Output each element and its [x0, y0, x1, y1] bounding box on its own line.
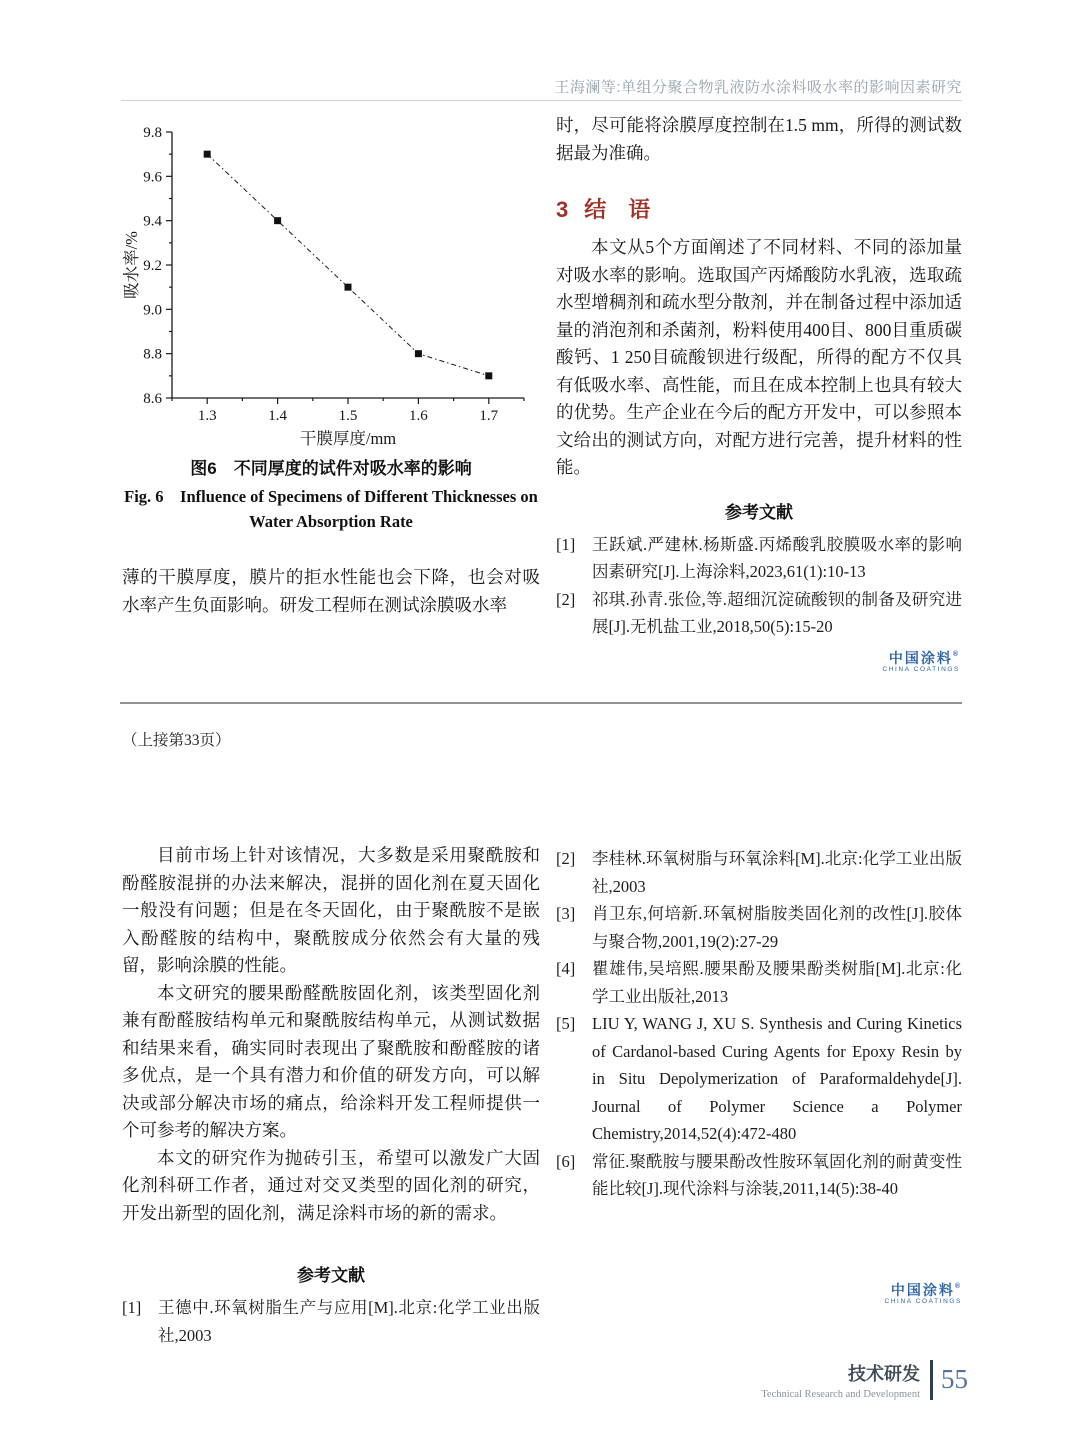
paragraph: 本文研究的腰果酚醛酰胺固化剂，该类型固化剂兼有酚醛胺结构单元和聚酰胺结构单元，从测试数据和结果来看，确实同时表现出了聚酰胺和酚醛胺的诸多优点，是一个具有潜力和价值的研发方向，可以解决或部分解决市场的痛点，给涂料开发工程师提供一个可参考的解决方案。: [122, 982, 540, 1140]
continuation-note: （上接第33页）: [122, 732, 231, 749]
svg-text:9.0: 9.0: [143, 302, 162, 319]
reference-item: [556, 586, 962, 641]
reference-item: [556, 900, 962, 955]
header-rule: [121, 100, 962, 101]
bottom-left-column: [122, 842, 540, 1349]
svg-text:1.3: 1.3: [197, 408, 217, 424]
svg-text:8.8: 8.8: [143, 346, 162, 363]
references-heading: 参考文献: [297, 1266, 365, 1285]
page-number: 55: [941, 1364, 968, 1394]
logo-en-text: CHINA COATINGS: [882, 665, 960, 673]
reference-number: [3]: [556, 904, 576, 923]
paragraph: 本文从5个方面阐述了不同材料、不同的添加量对吸水率的影响。选取国产丙烯酸防水乳液，选取疏水型增稠剂和疏水型分散剂，并在制备过程中添加适量的消泡剂和杀菌剂，粉料使用400目、800目重质碳酸钙、1 250目硫酸钡进行级配，所得的配方不仅具有低吸水率、高性能，而且在成本控制上也具有较大的优势。生产企业在今后的配方开发中，可以参照本文给出的测试方向，对配方进行完善，提升材料的性能。: [556, 237, 962, 477]
reference-item: [556, 1148, 962, 1203]
references-heading: 参考文献: [725, 502, 793, 522]
section-number: 3: [556, 197, 569, 222]
section-divider: [120, 702, 962, 704]
top-right-column: [556, 112, 962, 673]
reference-item: [556, 531, 962, 586]
footer-divider-bar: [930, 1360, 933, 1400]
top-left-column: [122, 116, 540, 619]
reference-text: 祁琪.孙青.张俭,等.超细沉淀硫酸钡的制备及研究进展[J].无机盐工业,2018,50(5):15-20: [592, 589, 962, 636]
reference-text: 李桂林.环氧树脂与环氧涂料[M].北京:化学工业出版社,2003: [592, 849, 962, 896]
page-footer: [761, 1360, 968, 1400]
china-coatings-logo: [556, 651, 960, 674]
reference-number: [4]: [556, 959, 576, 978]
svg-text:干膜厚度/mm: 干膜厚度/mm: [299, 429, 397, 448]
reference-item: [556, 1010, 962, 1148]
svg-text:9.4: 9.4: [143, 213, 162, 230]
reference-item: [122, 1294, 540, 1349]
logo-cn-text: 中国涂料®: [888, 649, 960, 666]
paragraph: 薄的干膜厚度，膜片的拒水性能也会下降，也会对吸水率产生负面影响。研发工程师在测试涂膜吸水率: [122, 567, 540, 615]
reference-item: [556, 845, 962, 900]
figure-caption-en-line2: Water Absorption Rate: [249, 512, 413, 531]
reference-number: [1]: [122, 1298, 142, 1317]
reference-text: 王德中.环氧树脂生产与应用[M].北京:化学工业出版社,2003: [158, 1298, 540, 1345]
footer-section-en: Technical Research and Development: [761, 1389, 920, 1400]
svg-text:9.6: 9.6: [143, 169, 162, 186]
svg-text:8.6: 8.6: [143, 391, 162, 407]
logo-en-text: CHINA COATINGS: [884, 1298, 962, 1305]
figure-caption-cn: 图6 不同厚度的试件对吸水率的影响: [190, 459, 472, 478]
footer-section-cn: 技术研发: [848, 1364, 920, 1384]
figure-6-chart: [122, 116, 542, 448]
reference-number: [2]: [556, 589, 576, 609]
svg-text:1.5: 1.5: [338, 408, 358, 424]
reference-text: 王跃斌.严建林.杨斯盛.丙烯酸乳胶膜吸水率的影响因素研究[J].上海涂料,2023,61(1):10-13: [592, 534, 962, 581]
reference-number: [2]: [556, 849, 576, 868]
section-heading: [556, 193, 962, 224]
registered-mark-icon: ®: [954, 1283, 962, 1290]
line-chart: [122, 116, 542, 448]
reference-number: [5]: [556, 1014, 576, 1033]
svg-text:1.7: 1.7: [479, 408, 499, 424]
reference-item: [556, 955, 962, 1010]
reference-number: [1]: [556, 534, 576, 554]
reference-text: 常征.聚酰胺与腰果酚改性胺环氧固化剂的耐黄变性能比较[J].现代涂料与涂装,2011,14(5):38-40: [592, 1151, 962, 1198]
paragraph: 本文的研究作为抛砖引玉，希望可以激发广大固化剂科研工作者，通过对交叉类型的固化剂的研究，开发出新型的固化剂，满足涂料市场的新的需求。: [122, 1147, 540, 1223]
logo-cn-text: 中国涂料®: [890, 1282, 962, 1298]
svg-text:吸水率/%: 吸水率/%: [122, 231, 141, 299]
svg-text:9.2: 9.2: [143, 258, 162, 274]
paragraph: 目前市场上针对该情况，大多数是采用聚酰胺和酚醛胺混拼的办法来解决，混拼的固化剂在夏天固化一般没有问题；但是在冬天固化，由于聚酰胺不是嵌入酚醛胺的结构中，聚酰胺成分依然会有大量的残留，影响涂膜的性能。: [122, 845, 540, 975]
running-head: 王海澜等:单组分聚合物乳液防水涂料吸水率的影响因素研究: [554, 79, 962, 96]
section-title: 结 语: [584, 197, 651, 222]
paragraph: 时，尽可能将涂膜厚度控制在1.5 mm，所得的测试数据最为准确。: [556, 115, 962, 163]
svg-text:9.8: 9.8: [143, 125, 162, 141]
reference-text: LIU Y, WANG J, XU S. Synthesis and Curing Kinetics of Cardanol-based Curing Agents for Epoxy Resin by in Situ Depolymerization of Paraformaldehyde[J]. Journal of Polymer Science a Polymer Chemistry,2014,52(4):472-480: [592, 1014, 962, 1143]
figure-caption-en: [122, 484, 540, 534]
footer-section: [761, 1360, 920, 1400]
bottom-right-column: [556, 845, 962, 1203]
reference-text: 瞿雄伟,吴培熙.腰果酚及腰果酚类树脂[M].北京:化学工业出版社,2013: [592, 959, 962, 1006]
china-coatings-logo: [884, 1283, 962, 1306]
figure-caption-en-line1: Fig. 6 Influence of Specimens of Different Thicknesses on: [124, 487, 538, 506]
svg-text:1.6: 1.6: [409, 408, 428, 424]
registered-mark-icon: ®: [952, 650, 960, 658]
reference-number: [6]: [556, 1151, 576, 1171]
reference-text: 肖卫东,何培新.环氧树脂胺类固化剂的改性[J].胶体与聚合物,2001,19(2):27-29: [592, 904, 962, 951]
svg-text:1.4: 1.4: [268, 408, 287, 424]
